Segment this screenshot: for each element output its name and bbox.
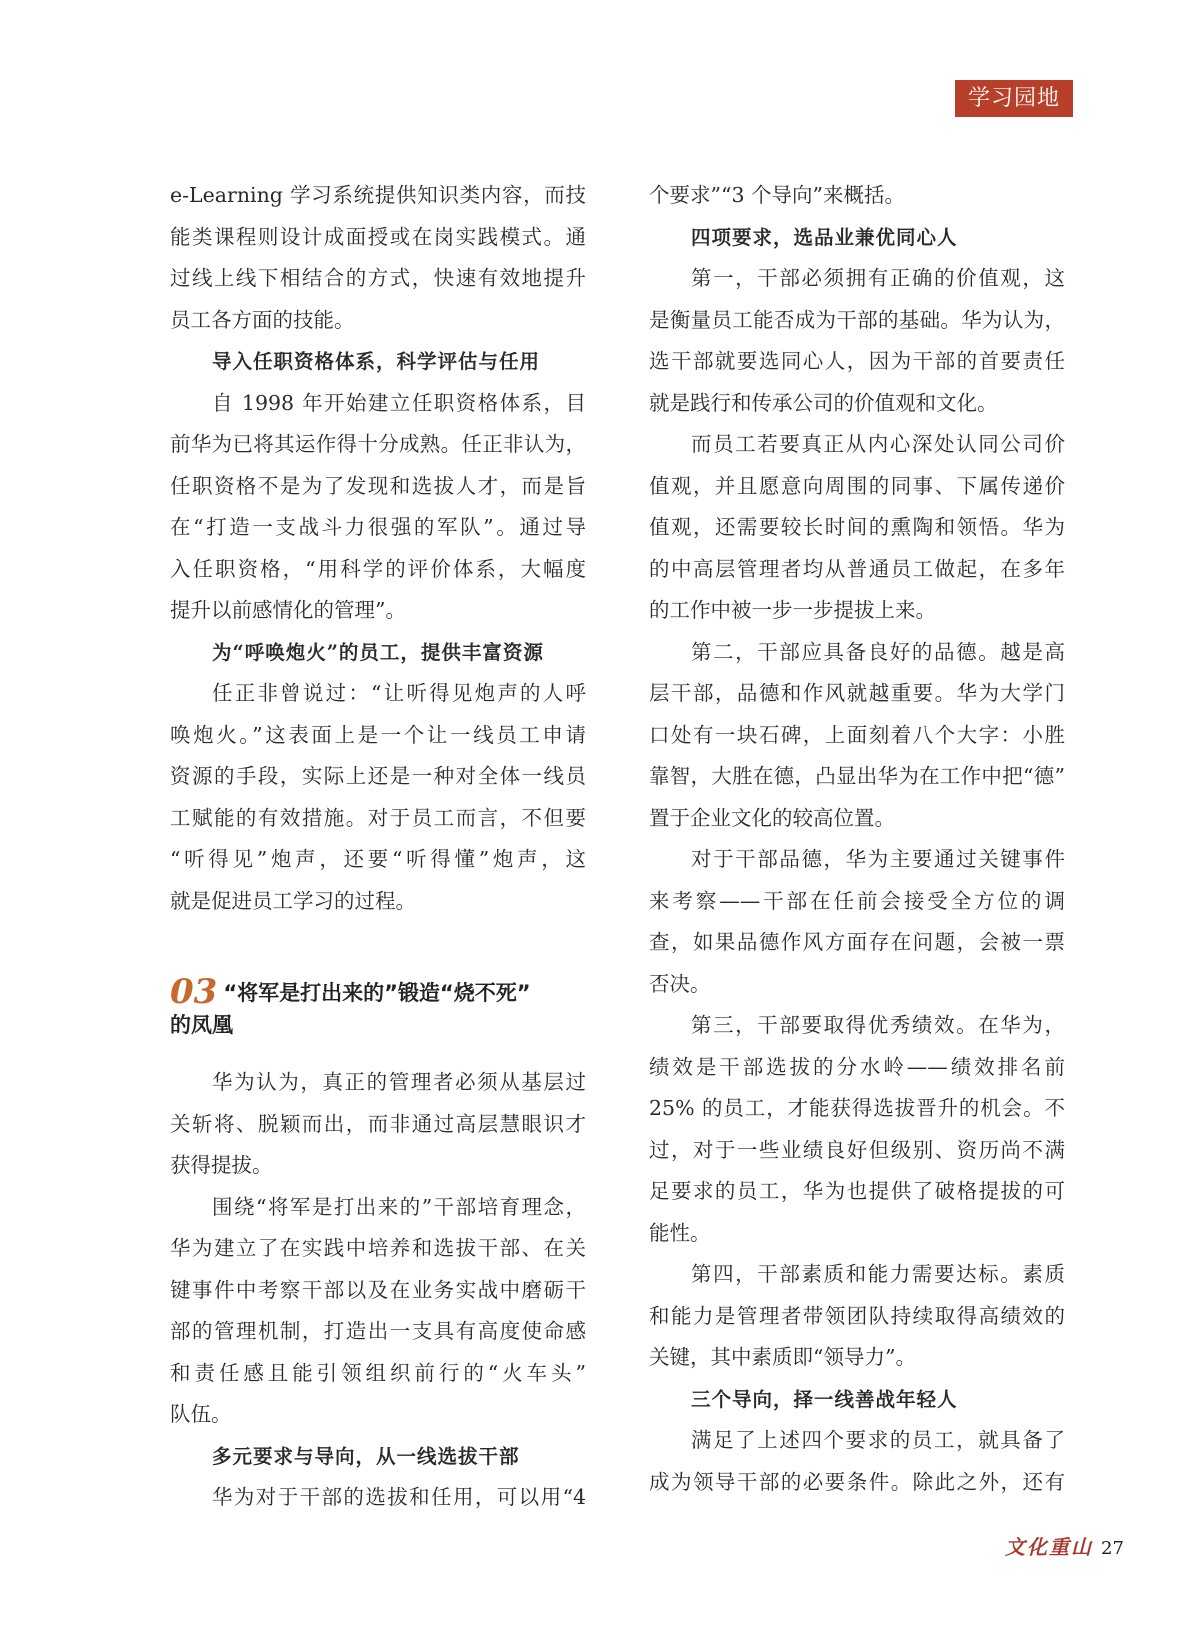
sub-heading: 导入任职资格体系，科学评估与任用 bbox=[212, 350, 541, 373]
page-number: 27 bbox=[1101, 1538, 1124, 1559]
right-column bbox=[649, 175, 1065, 1503]
text-line: 对于干部品德，华为主要通过关键事件 bbox=[691, 847, 1065, 871]
text-line: 靠智，大胜在德，凸显出华为在工作中把“德” bbox=[649, 764, 1065, 788]
text-line: 键事件中考察干部以及在业务实战中磨砺干 bbox=[170, 1277, 586, 1302]
text-line: 否决。 bbox=[649, 971, 711, 996]
text-line: 绩效是干部选拔的分水岭——绩效排名前 bbox=[649, 1054, 1065, 1079]
text-line: 提升以前感情化的管理”。 bbox=[170, 598, 406, 622]
text-line: 围绕“将军是打出来的”干部培育理念， bbox=[212, 1194, 586, 1219]
text-line: 第三，干部要取得优秀绩效。在华为， bbox=[691, 1013, 1065, 1037]
text-line: 第二，干部应具备良好的品德。越是高 bbox=[691, 639, 1065, 664]
page-footer bbox=[1005, 1532, 1124, 1562]
section-title-line1: “将军是打出来的”锻造“烧不死” bbox=[223, 981, 531, 1005]
text-line: 资源的手段，实际上还是一种对全体一线员 bbox=[170, 764, 586, 788]
text-line: 就是促进员工学习的过程。 bbox=[170, 888, 416, 913]
text-line: 和责任感且能引领组织前行的“火车头” bbox=[170, 1360, 586, 1385]
sub-heading: 四项要求，选品业兼优同心人 bbox=[691, 225, 958, 249]
text-line: “听得见”炮声，还要“听得懂”炮声，这 bbox=[170, 847, 586, 871]
text-line: 置于企业文化的较高位置。 bbox=[649, 805, 895, 830]
text-line: 在“打造一支战斗力很强的军队”。通过导 bbox=[170, 515, 586, 539]
text-line: 部的管理机制，打造出一支具有高度使命感 bbox=[170, 1319, 586, 1343]
section-number: 03 bbox=[170, 972, 218, 1012]
text-line: 前华为已将其运作得十分成熟。任正非认为， bbox=[170, 432, 586, 456]
text-line: e-Learning 学习系统提供知识类内容，而技 bbox=[170, 183, 586, 207]
text-line: 工赋能的有效措施。对于员工而言，不但要 bbox=[170, 805, 586, 830]
magazine-logo: 文化重山 bbox=[1005, 1535, 1093, 1559]
text-line: 能类课程则设计成面授或在岗实践模式。通 bbox=[170, 224, 586, 249]
text-line: 口处有一块石碑，上面刻着八个大字：小胜 bbox=[649, 722, 1065, 747]
text-line: 和能力是管理者带领团队持续取得高绩效的 bbox=[649, 1303, 1065, 1328]
text-line: 员工各方面的技能。 bbox=[170, 307, 355, 332]
text-line: 的中高层管理者均从普通员工做起，在多年 bbox=[649, 556, 1065, 581]
text-line: 就是践行和传承公司的价值观和文化。 bbox=[649, 390, 998, 415]
text-line: 队伍。 bbox=[170, 1402, 232, 1426]
section-heading bbox=[170, 974, 586, 1040]
sub-heading: 三个导向，择一线善战年轻人 bbox=[691, 1387, 958, 1411]
text-line: 过，对于一些业绩良好但级别、资历尚不满 bbox=[649, 1137, 1065, 1162]
text-line: 足要求的员工，华为也提供了破格提拔的可 bbox=[649, 1179, 1065, 1203]
text-line: 第四，干部素质和能力需要达标。素质 bbox=[691, 1262, 1065, 1286]
text-line: 华为认为，真正的管理者必须从基层过 bbox=[212, 1070, 586, 1094]
text-line: 值观，并且愿意向周围的同事、下属传递价 bbox=[649, 473, 1065, 498]
text-line: 任职资格不是为了发现和选拔人才，而是旨 bbox=[170, 473, 586, 498]
text-line: 入任职资格，“用科学的评价体系，大幅度 bbox=[170, 556, 586, 581]
text-line: 华为对于干部的选拔和任用，可以用“4 bbox=[212, 1485, 586, 1509]
text-line: 任正非曾说过：“让听得见炮声的人呼 bbox=[212, 681, 586, 705]
text-line: 关斩将、脱颖而出，而非通过高层慧眼识才 bbox=[170, 1111, 586, 1136]
text-line: 的工作中被一步一步提拔上来。 bbox=[649, 598, 936, 622]
text-line: 来考察——干部在任前会接受全方位的调 bbox=[649, 888, 1065, 913]
section-tag: 学习园地 bbox=[955, 80, 1073, 117]
section-title-line2: 的凤凰 bbox=[170, 1013, 233, 1037]
text-line: 过线上线下相结合的方式，快速有效地提升 bbox=[170, 266, 586, 290]
text-line: 唤炮火。”这表面上是一个让一线员工申请 bbox=[170, 722, 586, 747]
text-line: 值观，还需要较长时间的熏陶和领悟。华为 bbox=[649, 515, 1065, 539]
text-line: 查，如果品德作风方面存在问题，会被一票 bbox=[649, 930, 1065, 954]
sub-heading: 为“呼唤炮火”的员工，提供丰富资源 bbox=[212, 640, 544, 664]
text-line: 能性。 bbox=[649, 1220, 711, 1245]
text-line: 是衡量员工能否成为干部的基础。华为认为， bbox=[649, 307, 1065, 332]
text-line: 关键，其中素质即“领导力”。 bbox=[649, 1345, 916, 1369]
text-line: 层干部，品德和作风就越重要。华为大学门 bbox=[649, 681, 1065, 705]
text-line: 获得提拔。 bbox=[170, 1153, 273, 1177]
text-line: 成为领导干部的必要条件。除此之外，还有 bbox=[649, 1469, 1065, 1494]
text-line: 满足了上述四个要求的员工，就具备了 bbox=[691, 1428, 1065, 1452]
sub-heading: 多元要求与导向，从一线选拔干部 bbox=[212, 1444, 520, 1468]
text-line: 而员工若要真正从内心深处认同公司价 bbox=[691, 432, 1065, 456]
text-line: 个要求”“3 个导向”来概括。 bbox=[649, 183, 905, 207]
text-line: 25% 的员工，才能获得选拔晋升的机会。不 bbox=[649, 1096, 1065, 1120]
left-column bbox=[170, 175, 586, 1519]
text-line: 自 1998 年开始建立任职资格体系，目 bbox=[212, 390, 586, 415]
text-line: 第一，干部必须拥有正确的价值观，这 bbox=[691, 266, 1065, 290]
text-line: 华为建立了在实践中培养和选拔干部、在关 bbox=[170, 1236, 586, 1260]
text-line: 选干部就要选同心人，因为干部的首要责任 bbox=[649, 349, 1065, 373]
